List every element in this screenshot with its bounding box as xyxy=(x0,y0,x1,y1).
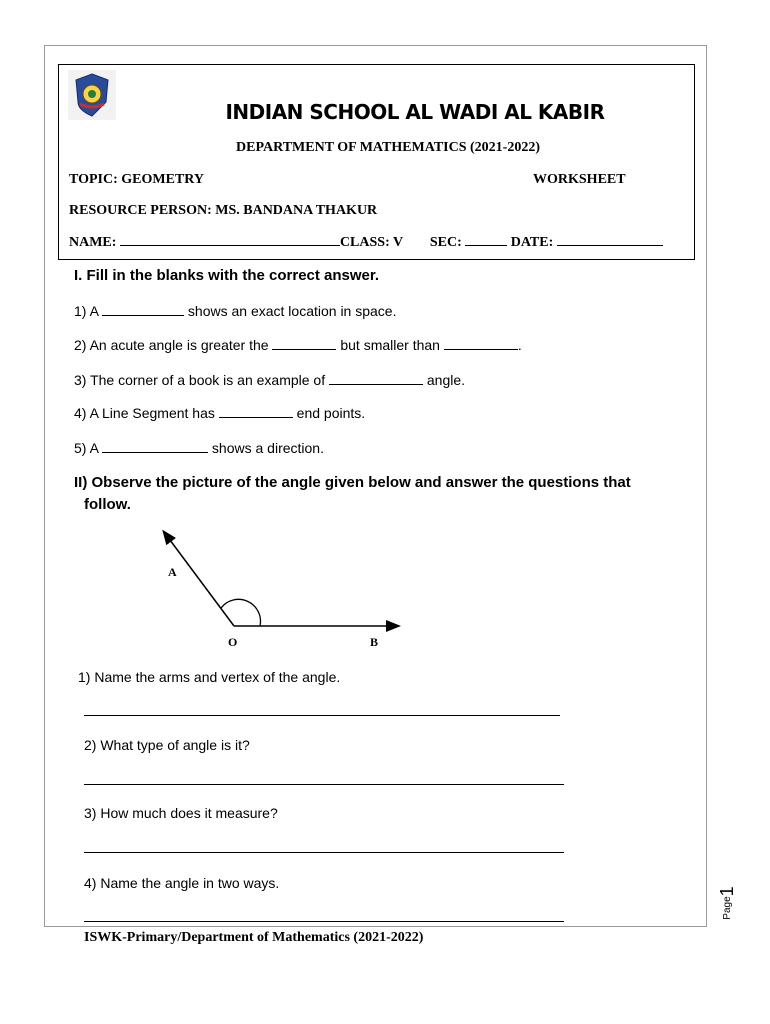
s1-q1-text-end: shows an exact location in space. xyxy=(184,303,397,319)
s1-q4-text-end: end points. xyxy=(292,405,366,421)
worksheet-label: WORKSHEET xyxy=(533,172,626,187)
s1-question-4 xyxy=(74,405,365,421)
topic-label: TOPIC: GEOMETRY xyxy=(69,172,204,187)
sec-blank[interactable] xyxy=(465,233,507,246)
s1-q2-text: 2) An acute angle is greater the xyxy=(74,337,273,353)
section2-title-line1: II) Observe the picture of the angle given below and answer the questions that xyxy=(74,474,631,491)
s1-q3-text: 3) The corner of a book is an example of xyxy=(74,372,329,388)
page-label: Page xyxy=(721,896,733,920)
s1-question-3 xyxy=(74,372,465,388)
s1-q5-text: 5) A xyxy=(74,440,103,456)
name-label: NAME: xyxy=(69,235,117,250)
section1-title: I. Fill in the blanks with the correct answer. xyxy=(74,267,380,284)
label-b: B xyxy=(370,635,379,649)
label-o: O xyxy=(228,635,238,649)
class-label: CLASS: V xyxy=(339,235,403,250)
date-label: DATE: xyxy=(510,235,554,250)
s1-q2-text-end: . xyxy=(517,337,522,353)
page-number xyxy=(702,886,752,920)
page-number-value: 1 xyxy=(716,886,737,897)
school-name: INDIAN SCHOOL AL WADI AL KABIR xyxy=(225,100,605,124)
s1-question-5 xyxy=(74,440,324,456)
s1-q3-blank[interactable] xyxy=(329,372,423,385)
name-blank[interactable] xyxy=(120,233,340,246)
s2-question-2: 2) What type of angle is it? xyxy=(84,737,250,753)
s1-q3-text-end: angle. xyxy=(423,372,466,388)
header-box xyxy=(58,64,695,260)
answer-line-1[interactable] xyxy=(84,715,560,716)
s1-question-1 xyxy=(74,303,397,319)
s2-question-1: 1) Name the arms and vertex of the angle. xyxy=(78,669,341,685)
sec-label: SEC: xyxy=(429,235,462,250)
s1-q5-text-end: shows a direction. xyxy=(208,440,324,456)
s2-question-3: 3) How much does it measure? xyxy=(84,805,278,821)
arm-oa xyxy=(164,532,234,626)
angle-arc xyxy=(221,599,261,626)
answer-line-3[interactable] xyxy=(84,852,564,853)
angle-diagram xyxy=(150,522,410,652)
label-a: A xyxy=(168,565,177,579)
name-row xyxy=(69,233,663,251)
answer-line-2[interactable] xyxy=(84,784,564,785)
s1-q1-blank[interactable] xyxy=(102,303,184,316)
department-title: DEPARTMENT OF MATHEMATICS (2021-2022) xyxy=(236,140,541,155)
date-blank[interactable] xyxy=(557,233,663,246)
answer-line-4[interactable] xyxy=(84,921,564,922)
s1-q5-blank[interactable] xyxy=(102,440,208,453)
s1-question-2 xyxy=(74,337,522,353)
s1-q2-blank-2[interactable] xyxy=(444,337,518,350)
s2-question-4: 4) Name the angle in two ways. xyxy=(84,875,280,891)
resource-person: RESOURCE PERSON: MS. BANDANA THAKUR xyxy=(69,203,378,218)
s1-q1-text: 1) A xyxy=(74,303,103,319)
s1-q2-blank-1[interactable] xyxy=(272,337,336,350)
section2-title-line2: follow. xyxy=(84,496,131,513)
s1-q4-text: 4) A Line Segment has xyxy=(74,405,219,421)
s1-q4-blank[interactable] xyxy=(219,405,293,418)
s1-q2-text-mid: but smaller than xyxy=(336,337,444,353)
footer-text: ISWK-Primary/Department of Mathematics (2021-2022) xyxy=(84,930,424,945)
